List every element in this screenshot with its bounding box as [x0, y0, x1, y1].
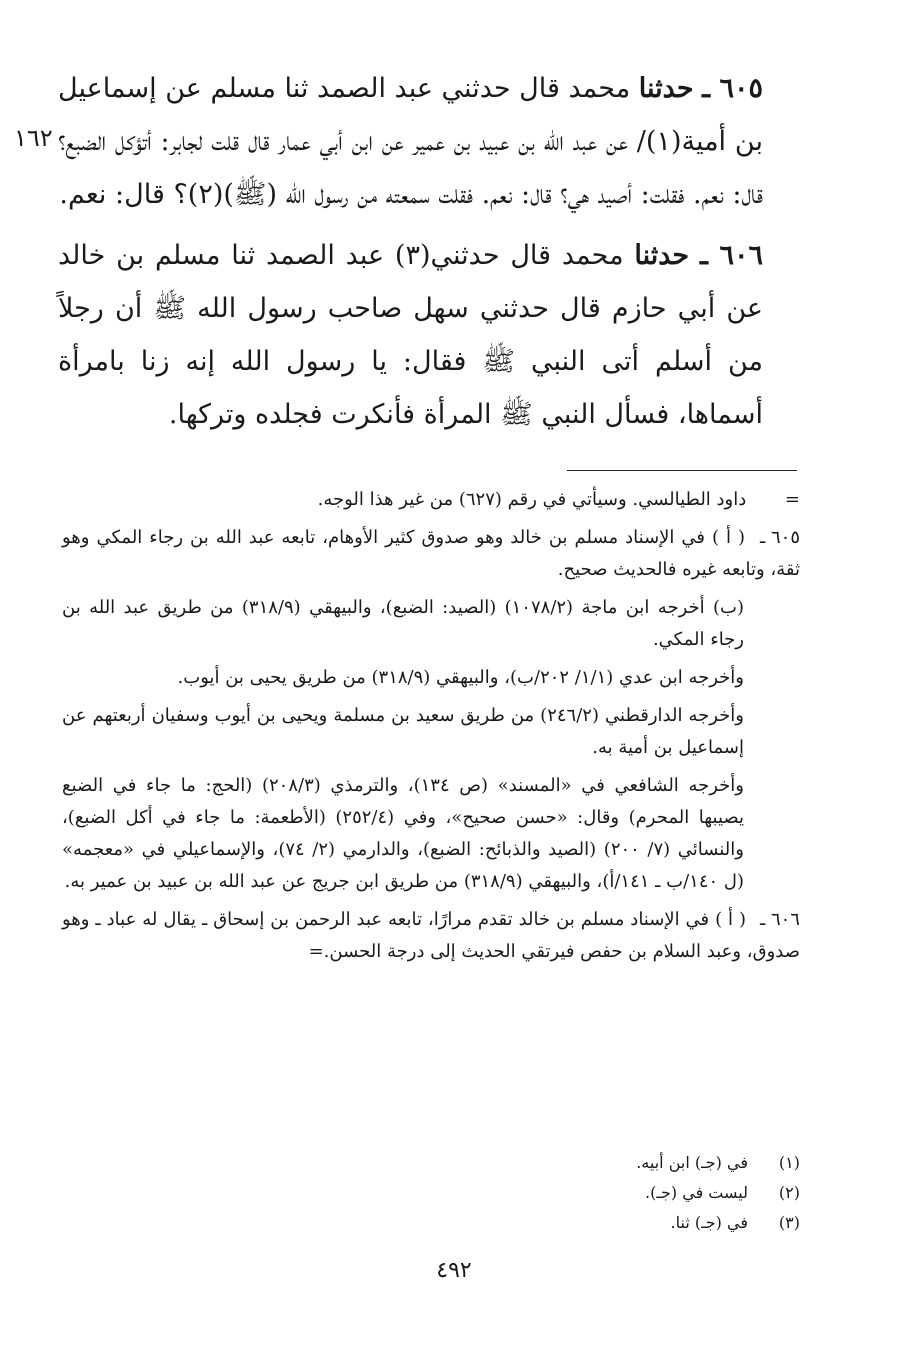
footnote-number: (٢) — [778, 1183, 800, 1202]
note-item — [62, 484, 800, 516]
footnote-number: (١) — [778, 1153, 800, 1172]
manuscript-folio-ref: ١٦٢ — [14, 124, 53, 152]
footnote-text: في (جـ) ثنا. — [670, 1213, 748, 1232]
footnote-item — [560, 1148, 800, 1178]
footnote-text: ليست في (جـ). — [645, 1183, 748, 1202]
hadith-opening: حدثنا — [634, 240, 690, 271]
notes-divider — [567, 470, 797, 471]
note-item — [62, 592, 800, 656]
note-lead: ٦٠٥ ـ — [759, 527, 800, 548]
hadith-number: ٦٠٥ ـ — [702, 73, 763, 104]
footnotes — [560, 1148, 800, 1238]
note-item — [62, 904, 800, 968]
note-text: وأخرجه الدارقطني (٢٤٦/٢) من طريق سعيد بن مسلمة ويحيى بن أيوب وسفيان أربعتهم عن إسماعيل بن أمية به. — [62, 705, 744, 758]
hadith-606 — [58, 229, 763, 441]
note-item — [62, 522, 800, 586]
hadith-opening: حدثنا — [638, 73, 694, 104]
note-text: ( أ ) في الإسناد مسلم بن خالد وهو صدوق كثير الأوهام، تابعه عبد الله بن رجاء المكي وهو ثقة، وتابعه غيره فالحديث صحيح. — [62, 527, 800, 580]
note-text: وأخرجه الشافعي في «المسند» (ص ١٣٤)، والترمذي (٢٠٨/٣) (الحج: ما جاء في الضبع يصيبها المحرم) وقال: «حسن صحيح»، وفي (٢٥٢/٤) (الأطعمة: ما جاء في أكل الضبع)، والنسائي (٧/ ٢٠٠) (الصيد والذبائح: الضبع)، والدارمي (٢/ ٧٤)، والإسماعيلي في «معجمه» (ل ١٤٠/ب ـ ١٤١/أ)، والبيهقي (٣١٨/٩) من طريق ابن جريج عن عبد الله بن عبيد بن عمير به. — [62, 775, 744, 892]
note-lead: ٦٠٦ ـ — [759, 909, 800, 930]
hadith-605 — [58, 62, 763, 221]
note-text: ( أ ) في الإسناد مسلم بن خالد تقدم مرارًا، تابعه عبد الرحمن بن إسحاق ـ يقال له عباد ـ وهو صدوق، وعبد السلام بن حفص فيرتقي الحديث إلى درجة الحسن.= — [62, 909, 800, 962]
note-text: (ب) أخرجه ابن ماجة (١٠٧٨/٢) (الصيد: الضبع)، والبيهقي (٣١٨/٩) من طريق عبد الله بن رجاء المكي. — [62, 597, 744, 650]
hadith-text: محمد قال حدثني(٣) عبد الصمد ثنا مسلم بن خالد عن أبي حازم قال حدثني سهل صاحب رسول الله ﷺ أن رجلاً من أسلم أتى النبي ﷺ فقال: يا رسول الله إنه زنا بامرأة أسماها، فسأل النبي ﷺ المرأة فأنكرت فجلده وتركها. — [58, 240, 763, 430]
note-item — [62, 770, 800, 898]
commentary-notes — [62, 484, 800, 974]
note-item — [62, 700, 800, 764]
note-text: داود الطيالسي. وسيأتي في رقم (٦٢٧) من غير هذا الوجه. — [317, 489, 747, 510]
note-item — [62, 662, 800, 694]
footnote-text: في (جـ) ابن أبيه. — [636, 1153, 748, 1172]
page-number: ٤٩٢ — [436, 1258, 472, 1283]
footnote-number: (٣) — [778, 1213, 800, 1232]
note-lead: = — [784, 489, 800, 510]
hadith-number: ٦٠٦ ـ — [699, 240, 763, 271]
main-text — [58, 62, 763, 449]
note-text: وأخرجه ابن عدي (١/١/ ٢٠٢/ب)، والبيهقي (٣١٨/٩) من طريق يحيى بن أيوب. — [177, 667, 744, 688]
hadith-text: محمد قال حدثني عبد الصمد ثنا مسلم عن إسماعيل بن أمية(١)/ عن عبد الله بن عبيد بن عمير عن ابن أبي عمار قال قلت لجابر: أتؤكل الضبع؟ قال: نعم. فقلت: أصيد هي؟ قال: نعم. فقلت سمعته من رسول الله (ﷺ)(٢)؟ قال: نعم. — [58, 73, 763, 210]
footnote-item — [560, 1208, 800, 1238]
footnote-item — [560, 1178, 800, 1208]
